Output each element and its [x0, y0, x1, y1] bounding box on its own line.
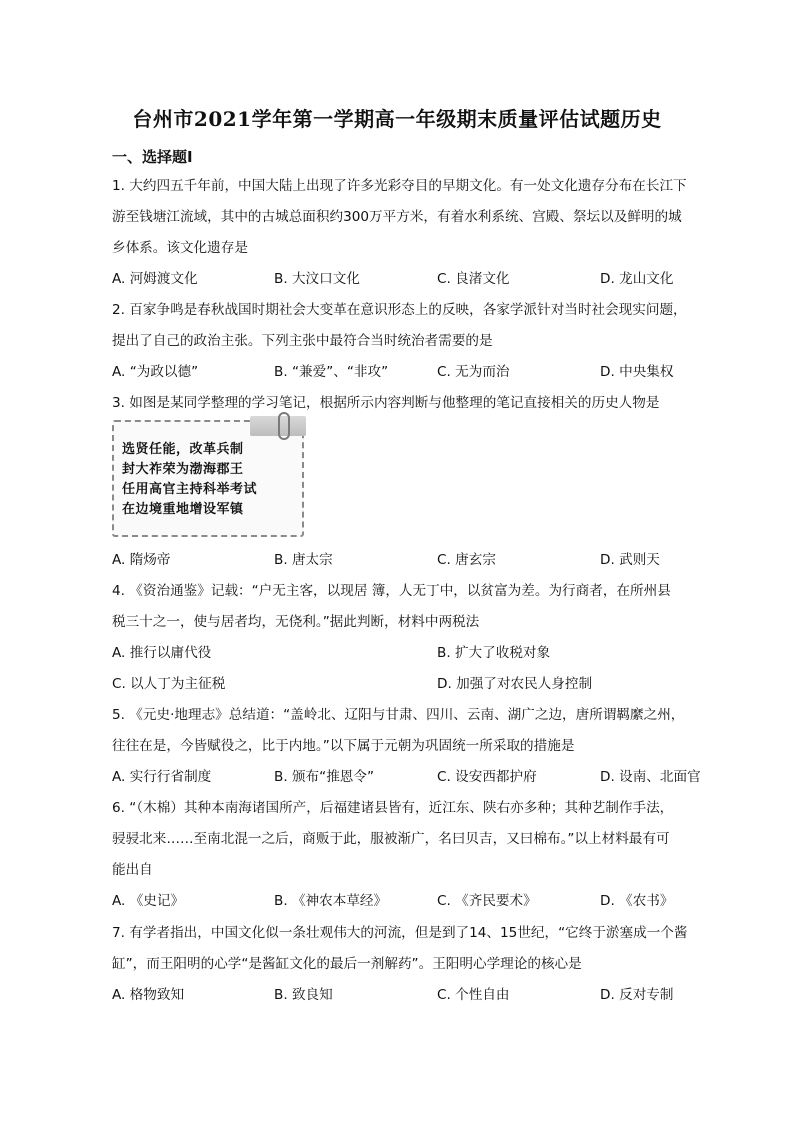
- q1-line-2: 游至钱塘江流域，其中的古城总面积约300万平方米，有着水利系统、宫殿、祭坛以及鲜明的城: [112, 209, 682, 225]
- q7-option-a[interactable]: A. 格物致知: [112, 987, 185, 1003]
- q1-option-c[interactable]: C. 良渚文化: [437, 271, 510, 287]
- q5-option-a[interactable]: A. 实行行省制度: [112, 769, 212, 785]
- q6-line-2: 骎骎北来……至南北混一之后，商贩于此，服被渐广，名曰贝吉，又曰棉布。”以上材料最有可: [112, 831, 670, 847]
- q3-option-d[interactable]: D. 武则天: [600, 552, 660, 568]
- q7-line-2: 缸”，而王阳明的心学“是酱缸文化的最后一剂解药”。王阳明心学理论的核心是: [112, 956, 582, 972]
- q2-line-2: 提出了自己的政治主张。下列主张中最符合当时统治者需要的是: [112, 333, 493, 349]
- q5-option-d[interactable]: D. 设南、北面官: [600, 769, 701, 785]
- q6-option-b[interactable]: B. 《神农本草经》: [274, 893, 388, 909]
- q3-line-1: 3. 如图是某同学整理的学习笔记，根据所示内容判断与他整理的笔记直接相关的历史人物是: [112, 395, 660, 411]
- q1-option-a[interactable]: A. 河姆渡文化: [112, 271, 198, 287]
- q4-option-b[interactable]: B. 扩大了收税对象: [437, 645, 551, 661]
- q7-line-1: 7. 有学者指出，中国文化似一条壮观伟大的河流，但是到了14、15世纪，“它终于淤塞成一个酱: [112, 925, 688, 941]
- q4-option-c[interactable]: C. 以人丁为主征税: [112, 676, 226, 692]
- q5-option-b[interactable]: B. 颁布“推恩令”: [274, 769, 375, 785]
- note-line-4: 在边境重地增设军镇: [122, 502, 244, 517]
- q4-line-1: 4. 《资治通鉴》记载：“户无主客，以现居 簿，人无丁中，以贫富为差。为行商者，在所州县: [112, 583, 671, 599]
- note-line-3: 任用高官主持科举考试: [122, 482, 258, 497]
- note-line-1: 选贤任能，改革兵制: [122, 442, 244, 457]
- paperclip-icon: [278, 412, 290, 440]
- q3-option-c[interactable]: C. 唐玄宗: [437, 552, 496, 568]
- q5-line-2: 往往在是，今皆赋役之，比于内地。”以下属于元朝为巩固统一所采取的措施是: [112, 738, 575, 754]
- q3-option-a[interactable]: A. 隋炀帝: [112, 552, 171, 568]
- section-heading: 一、选择题Ⅰ: [112, 148, 193, 166]
- q1-option-d[interactable]: D. 龙山文化: [600, 271, 674, 287]
- q4-line-2: 税三十之一，使与居者均，无侥利。”据此判断，材料中两税法: [112, 614, 480, 630]
- q1-option-b[interactable]: B. 大汶口文化: [274, 271, 360, 287]
- q7-option-b[interactable]: B. 致良知: [274, 987, 333, 1003]
- q2-option-a[interactable]: A. “为政以德”: [112, 364, 199, 380]
- q1-line-1: 1. 大约四五千年前，中国大陆上出现了许多光彩夺目的早期文化。有一处文化遗存分布在长江下: [112, 178, 687, 194]
- q2-option-b[interactable]: B. “兼爱”、“非攻”: [274, 364, 389, 380]
- q6-line-1: 6. “（木棉）其种本南海诸国所产，后福建诸县皆有，近江东、陕右亦多种；其种艺制作手法，: [112, 800, 674, 816]
- q5-line-1: 5. 《元史·地理志》总结道：“盖岭北、辽阳与甘肃、四川、云南、湖广之边，唐所谓羁縻之州，: [112, 707, 685, 723]
- q6-option-c[interactable]: C. 《齐民要术》: [437, 893, 537, 909]
- q4-option-d[interactable]: D. 加强了对农民人身控制: [437, 676, 593, 692]
- q7-option-d[interactable]: D. 反对专制: [600, 987, 674, 1003]
- q6-line-3: 能出自: [112, 862, 153, 878]
- q4-option-a[interactable]: A. 推行以庸代役: [112, 645, 212, 661]
- q6-option-d[interactable]: D. 《农书》: [600, 893, 674, 909]
- q1-line-3: 乡体系。该文化遗存是: [112, 240, 248, 256]
- q6-option-a[interactable]: A. 《史记》: [112, 893, 185, 909]
- page-title: 台州市2021学年第一学期高一年级期末质量评估试题历史: [132, 107, 662, 131]
- note-line-2: 封大祚荣为渤海郡王: [122, 462, 244, 477]
- q3-option-b[interactable]: B. 唐太宗: [274, 552, 333, 568]
- q2-option-c[interactable]: C. 无为而治: [437, 364, 510, 380]
- q7-option-c[interactable]: C. 个性自由: [437, 987, 510, 1003]
- q2-option-d[interactable]: D. 中央集权: [600, 364, 674, 380]
- q5-option-c[interactable]: C. 设安西都护府: [437, 769, 537, 785]
- q2-line-1: 2. 百家争鸣是春秋战国时期社会大变革在意识形态上的反映，各家学派针对当时社会现实问题，: [112, 302, 687, 318]
